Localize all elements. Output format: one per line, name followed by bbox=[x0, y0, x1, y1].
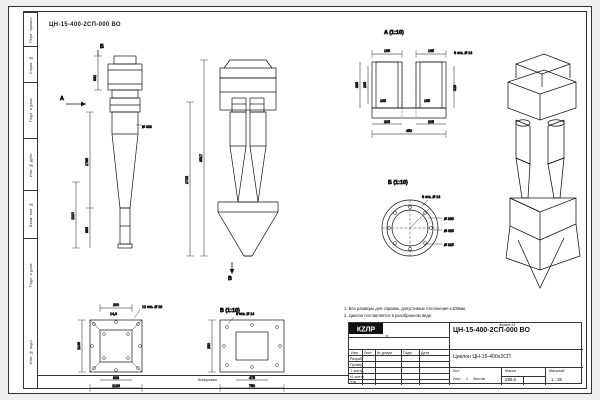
stamp-row-prover: Провер. bbox=[350, 362, 364, 367]
svg-text:662: 662 bbox=[93, 75, 97, 81]
stamp-format: Формат А3 bbox=[499, 322, 516, 327]
svg-text:475: 475 bbox=[249, 376, 255, 380]
svg-text:385: 385 bbox=[355, 82, 359, 88]
svg-text:205: 205 bbox=[384, 120, 390, 124]
svg-text:606: 606 bbox=[113, 376, 119, 380]
svg-text:А: А bbox=[60, 96, 64, 102]
stamp-lit-header: Лит. bbox=[453, 368, 460, 373]
svg-text:8 отв. Ø 14: 8 отв. Ø 14 bbox=[454, 51, 473, 55]
svg-text:165: 165 bbox=[384, 49, 390, 53]
margin-cell-0: Перв. примен. bbox=[24, 12, 38, 46]
stamp-col-list: Лист bbox=[364, 350, 372, 355]
svg-text:325: 325 bbox=[453, 85, 457, 91]
note-2: 2. Циклон поставляется в разобранном виде. bbox=[344, 312, 433, 318]
svg-text:А (1:10): А (1:10) bbox=[384, 30, 404, 36]
svg-text:1785: 1785 bbox=[85, 158, 89, 166]
stamp-col-doc: № докум. bbox=[377, 350, 393, 355]
margin-cell-1: Справ. № bbox=[24, 46, 38, 82]
title-block bbox=[348, 322, 582, 384]
svg-text:Ø 425: Ø 425 bbox=[444, 229, 454, 233]
svg-text:1146: 1146 bbox=[77, 342, 81, 350]
stamp-sheets-label: Листов bbox=[473, 377, 485, 381]
svg-text:450: 450 bbox=[406, 129, 412, 133]
svg-text:2705: 2705 bbox=[185, 176, 189, 184]
margin-cell-3: Инв. № дубл. bbox=[24, 138, 38, 190]
svg-text:165: 165 bbox=[380, 99, 386, 103]
notes-block bbox=[344, 306, 564, 319]
svg-text:14,0: 14,0 bbox=[110, 312, 117, 316]
svg-text:Ø 385: Ø 385 bbox=[444, 217, 454, 221]
page-title: ЦН-15-400-2СП-000 ВО bbox=[49, 22, 121, 28]
stamp-row-nkontr: Н. контр. bbox=[350, 374, 365, 379]
svg-text:8 отв. Ø 14: 8 отв. Ø 14 bbox=[236, 312, 255, 316]
stamp-scale-value: 1 : 25 bbox=[551, 377, 562, 382]
svg-text:750: 750 bbox=[249, 384, 255, 388]
stamp-mass-header: Масса bbox=[505, 368, 516, 373]
stamp-designation: ЦН-15-400-2СП-000 ВО bbox=[453, 327, 530, 334]
margin-cell-2: Подп. и дата bbox=[24, 82, 38, 138]
svg-text:Ø 325: Ø 325 bbox=[444, 243, 454, 247]
margin-cell-6: Инв. № подл. bbox=[29, 339, 33, 365]
stamp-row-utv: Утв. bbox=[350, 380, 357, 384]
svg-text:ф: ф bbox=[385, 333, 389, 338]
svg-text:265: 265 bbox=[363, 82, 367, 88]
margin-cell-4: Взам. инв. № bbox=[24, 190, 38, 238]
stamp-row-tkontr: Т. контр. bbox=[350, 368, 365, 373]
svg-text:В: В bbox=[228, 276, 232, 282]
svg-text:250: 250 bbox=[207, 343, 211, 349]
stamp-col-izm: Изм. bbox=[351, 350, 359, 355]
drawing-frame bbox=[23, 11, 587, 389]
stamp-mass-value: 285,6 bbox=[505, 377, 516, 382]
svg-text:1110: 1110 bbox=[71, 212, 75, 220]
svg-text:Б (1:10): Б (1:10) bbox=[388, 180, 408, 186]
note-1: 1. Все размеры для справок, допустимые отклонения ±100мм. bbox=[344, 306, 466, 311]
svg-text:895: 895 bbox=[85, 227, 89, 233]
stamp-scale-header: Масштаб bbox=[549, 368, 565, 373]
svg-text:В (1:10): В (1:10) bbox=[220, 308, 240, 314]
stamp-col-data: Дата bbox=[421, 350, 429, 355]
margin-cell-5: Подп. и дата bbox=[24, 238, 38, 312]
stamp-row-razrab: Разраб. bbox=[350, 356, 363, 361]
stamp-col-podp: Подп. bbox=[403, 350, 413, 355]
svg-text:200: 200 bbox=[113, 303, 119, 307]
stamp-sheet-label: Лист bbox=[453, 377, 461, 381]
bottom-strip bbox=[38, 375, 348, 384]
svg-text:12 отв. Ø 18: 12 отв. Ø 18 bbox=[142, 305, 163, 309]
copied-label: Копировал bbox=[198, 378, 218, 382]
stamp-product-name: Циклон ЦН-15-400х2СП bbox=[453, 354, 511, 360]
drawing-sheet bbox=[8, 6, 592, 394]
svg-text:Ø 408: Ø 408 bbox=[142, 125, 152, 129]
svg-text:1120: 1120 bbox=[112, 384, 120, 388]
svg-text:165: 165 bbox=[424, 99, 430, 103]
svg-text:Б: Б bbox=[100, 44, 104, 50]
svg-text:8 отв. Ø 14: 8 отв. Ø 14 bbox=[422, 195, 441, 199]
company-logo bbox=[349, 323, 393, 337]
svg-text:3517: 3517 bbox=[199, 154, 203, 162]
stamp-sheet-value: 1 bbox=[466, 377, 468, 381]
svg-text:165: 165 bbox=[428, 49, 434, 53]
svg-text:205: 205 bbox=[428, 120, 434, 124]
svg-text:КZЛР: КZЛР bbox=[356, 326, 376, 334]
